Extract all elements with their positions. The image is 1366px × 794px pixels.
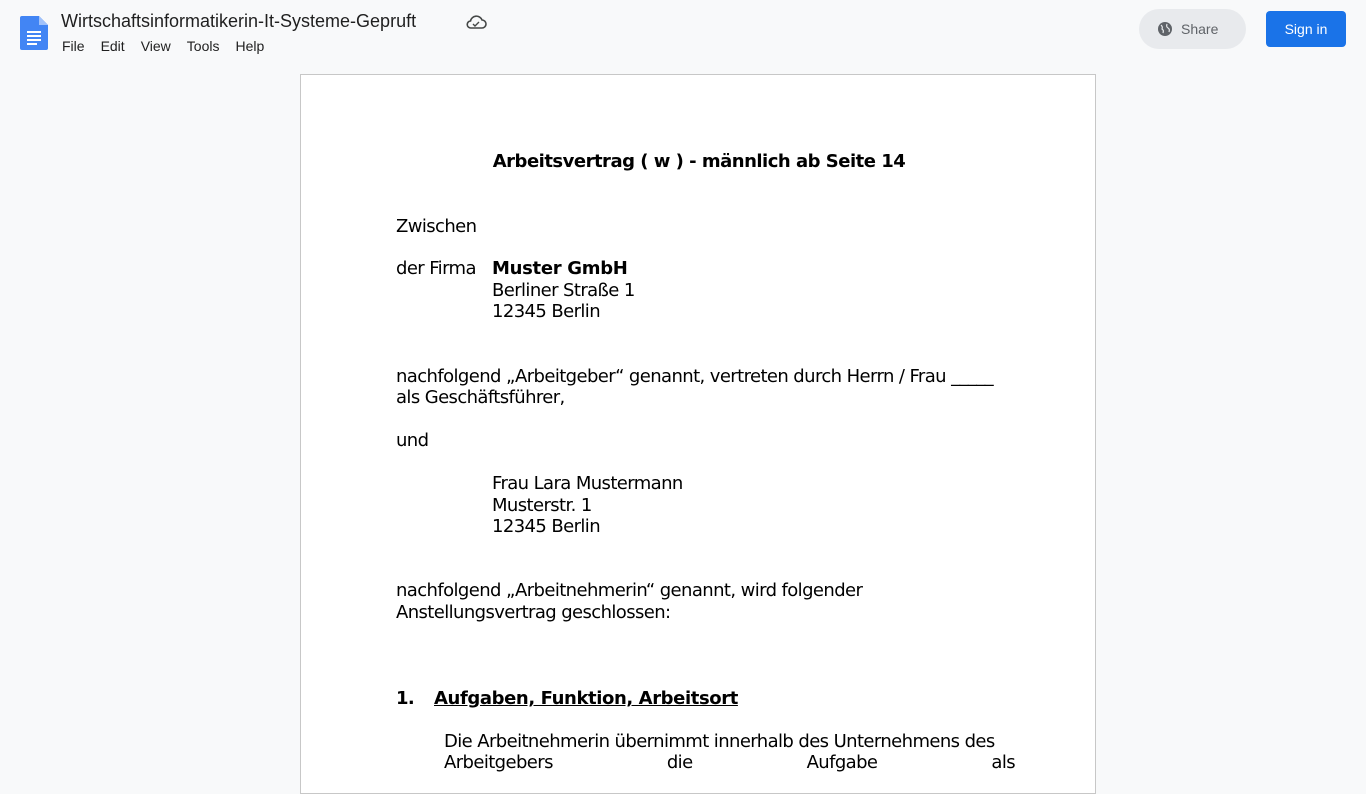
share-button[interactable] (1139, 9, 1246, 49)
employee-line-1: nachfolgend „Arbeitnehmerin“ genannt, wird folgender (396, 580, 863, 601)
section-1-line-2 (444, 752, 1015, 774)
employee-name: Frau Lara Mustermann (492, 473, 683, 494)
menu-view[interactable]: View (140, 38, 171, 54)
docs-logo-icon[interactable] (20, 16, 48, 50)
employee-line-2: Anstellungsvertrag geschlossen: (396, 602, 671, 623)
globe-icon (1157, 21, 1173, 37)
employee-street: Musterstr. 1 (492, 495, 592, 516)
app-header (0, 0, 1366, 64)
menu-tools[interactable]: Tools (186, 38, 220, 54)
menu-bar (54, 36, 272, 56)
document-title[interactable]: Wirtschaftsinformatikerin-It-Systeme-Gepruft (61, 11, 417, 31)
section-1-word: die (666, 752, 693, 773)
share-label: Share (1181, 21, 1219, 37)
section-1-line-1: Die Arbeitnehmerin übernimmt innerhalb des Unternehmens des (444, 731, 995, 752)
company-street: Berliner Straße 1 (492, 280, 635, 301)
company-city: 12345 Berlin (492, 301, 601, 322)
company-name: Muster GmbH (492, 258, 628, 279)
employer-line-1: nachfolgend „Arbeitgeber“ genannt, vertreten durch Herrn / Frau _____ (396, 366, 994, 387)
employer-line-2: als Geschäftsführer, (396, 387, 565, 408)
menu-edit[interactable]: Edit (100, 38, 125, 54)
and-text: und (396, 430, 429, 451)
section-1-title: Aufgaben, Funktion, Arbeitsort (434, 688, 738, 709)
cloud-status-icon[interactable] (465, 12, 487, 32)
section-1-word: als (991, 752, 1015, 773)
section-1-number: 1. (396, 688, 415, 709)
document-page[interactable] (300, 74, 1096, 794)
between-text: Zwischen (396, 216, 477, 237)
menu-help[interactable]: Help (235, 38, 265, 54)
section-1-word: Arbeitgebers (444, 752, 553, 773)
section-1-word: Aufgabe (806, 752, 878, 773)
doc-heading: Arbeitsvertrag ( w ) - männlich ab Seite 14 (492, 151, 906, 172)
company-label: der Firma (396, 258, 476, 279)
menu-file[interactable]: File (62, 38, 85, 54)
sign-in-button[interactable]: Sign in (1266, 11, 1346, 47)
employee-city: 12345 Berlin (492, 516, 601, 537)
